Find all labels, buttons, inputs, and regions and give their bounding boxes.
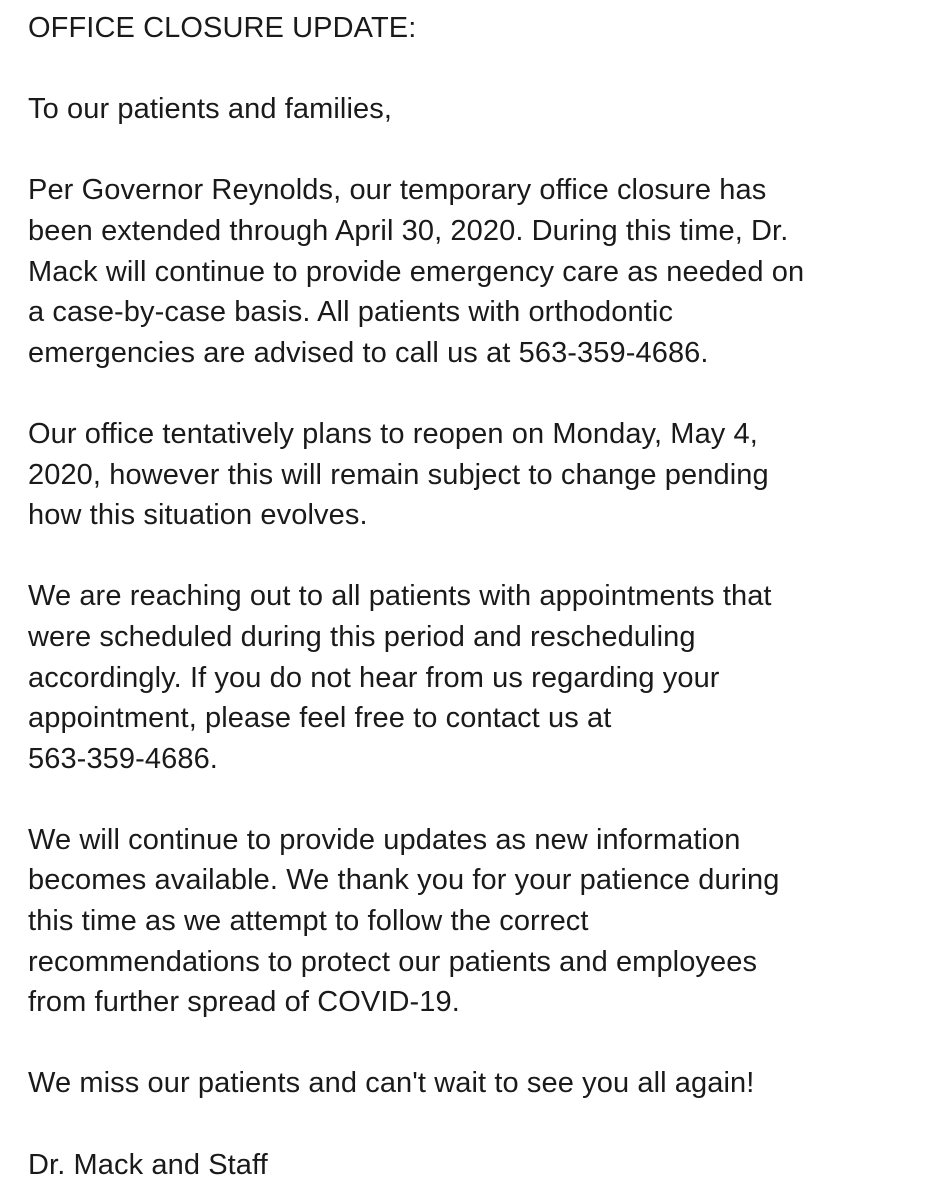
spacer bbox=[28, 1023, 928, 1064]
spacer bbox=[28, 536, 928, 577]
paragraph-line: a case-by-case basis. All patients with orthodontic bbox=[28, 296, 674, 329]
paragraph-line: Mack will continue to provide emergency care as needed on bbox=[28, 255, 805, 288]
paragraph-line: 563-359-4686. bbox=[28, 742, 218, 775]
spacer bbox=[28, 49, 928, 90]
paragraph-line: been extended through April 30, 2020. During this time, Dr. bbox=[28, 214, 789, 247]
paragraph-reopen-plan bbox=[28, 414, 928, 536]
letter-greeting: To our patients and families, bbox=[28, 93, 392, 126]
paragraph-line: how this situation evolves. bbox=[28, 499, 368, 532]
paragraph-line: Per Governor Reynolds, our temporary office closure has bbox=[28, 174, 767, 207]
paragraph-line: We are reaching out to all patients with appointments that bbox=[28, 580, 772, 613]
spacer bbox=[28, 373, 928, 414]
paragraph-line: accordingly. If you do not hear from us regarding your bbox=[28, 661, 720, 694]
paragraph-rescheduling bbox=[28, 576, 928, 779]
letter-document bbox=[28, 8, 928, 1185]
paragraph-line: becomes available. We thank you for your patience during bbox=[28, 864, 780, 897]
spacer bbox=[28, 779, 928, 820]
signature: Dr. Mack and Staff bbox=[28, 1148, 268, 1181]
paragraph-line: emergencies are advised to call us at 563-359-4686. bbox=[28, 336, 709, 369]
spacer bbox=[28, 1104, 928, 1145]
paragraph-line: 2020, however this will remain subject to change pending bbox=[28, 458, 769, 491]
spacer bbox=[28, 130, 928, 171]
paragraph-line: recommendations to protect our patients and employees bbox=[28, 945, 758, 978]
paragraph-line: were scheduled during this period and rescheduling bbox=[28, 620, 696, 653]
letter-title: OFFICE CLOSURE UPDATE: bbox=[28, 12, 417, 44]
paragraph-updates bbox=[28, 820, 928, 1023]
paragraph-line: Our office tentatively plans to reopen on Monday, May 4, bbox=[28, 417, 758, 450]
paragraph-line: appointment, please feel free to contact us at bbox=[28, 702, 612, 735]
closing-line: We miss our patients and can't wait to see you all again! bbox=[28, 1067, 755, 1100]
paragraph-line: from further spread of COVID-19. bbox=[28, 986, 460, 1019]
paragraph-closure-extension bbox=[28, 170, 928, 373]
paragraph-line: this time as we attempt to follow the correct bbox=[28, 905, 589, 938]
paragraph-line: We will continue to provide updates as new information bbox=[28, 823, 741, 856]
